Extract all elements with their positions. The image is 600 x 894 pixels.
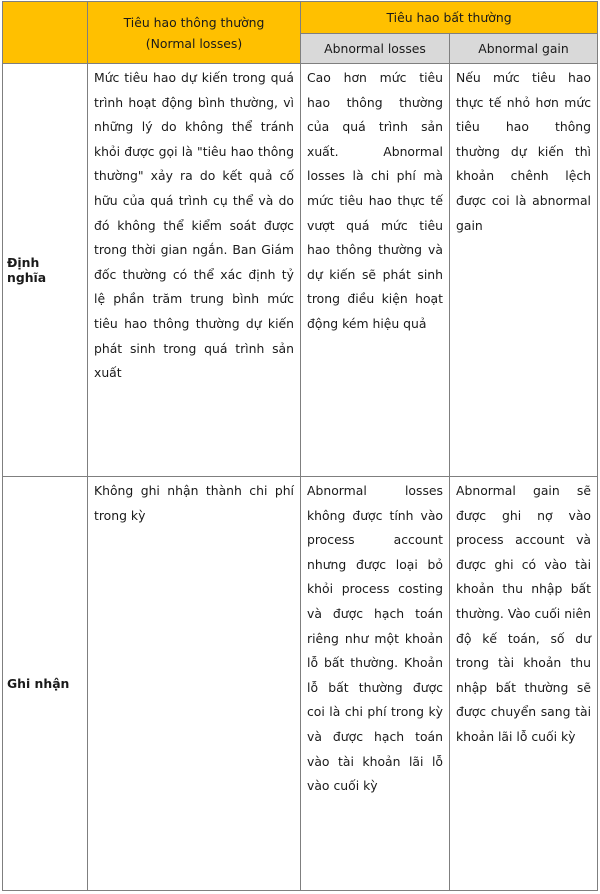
- abnormal-losses-label: Abnormal losses: [324, 41, 426, 56]
- header-row-1: [3, 2, 598, 34]
- header-abnormal-losses: [301, 34, 450, 64]
- definition-row: [3, 64, 598, 477]
- recognition-abnormal-gain: Abnormal gain sẽ được ghi nợ vào process account và được ghi có vào tài khoản thu nhập bất thường. Vào cuối niên độ kế toán, số dư trong tài khoản thu nhập bất thường sẽ được chuyển sang tài khoản lãi lỗ cuối kỳ: [450, 477, 598, 891]
- definition-normal-losses: Mức tiêu hao dự kiến trong quá trình hoạt động bình thường, vì những lý do không thể tránh khỏi được gọi là "tiêu hao thông thường" xảy ra do kết quả cố hữu của quá trình cụ thể và do đó không thể kiểm soát được trong thời gian ngắn. Ban Giám đốc thường có thể xác định tỷ lệ phần trăm trung bình mức tiêu hao thông thường dự kiến phát sinh trong quá trình sản xuất: [88, 64, 301, 477]
- normal-losses-title: Tiêu hao thông thường: [123, 14, 265, 30]
- recognition-label: Ghi nhận: [3, 477, 88, 891]
- abnormal-title: Tiêu hao bất thường: [386, 10, 512, 25]
- header-corner-cell: [3, 2, 88, 64]
- header-normal-losses: [88, 2, 301, 64]
- abnormal-gain-label: Abnormal gain: [478, 41, 569, 56]
- recognition-normal-losses: Không ghi nhận thành chi phí trong kỳ: [88, 477, 301, 891]
- definition-abnormal-gain: Nếu mức tiêu hao thực tế nhỏ hơn mức tiêu hao thông thường dự kiến thì khoản chênh lệch được coi là abnormal gain: [450, 64, 598, 477]
- recognition-row: [3, 477, 598, 891]
- recognition-abnormal-losses: Abnormal losses không được tính vào process account nhưng được loại bỏ khỏi process costing và được hạch toán riêng như một khoản lỗ bất thường. Khoản lỗ bất thường được coi là chi phí trong kỳ và được hạch toán vào tài khoản lãi lỗ vào cuối kỳ: [301, 477, 450, 891]
- definition-abnormal-losses: Cao hơn mức tiêu hao thông thường của quá trình sản xuất. Abnormal losses là chi phí mà mức tiêu hao thực tế vượt quá mức tiêu hao thông thường và dự kiến sẽ phát sinh trong điều kiện hoạt động kém hiệu quả: [301, 64, 450, 477]
- definition-label: Định nghĩa: [3, 64, 88, 477]
- normal-losses-subtitle: (Normal losses): [145, 35, 243, 51]
- header-abnormal-gain: [450, 34, 598, 64]
- header-abnormal-losses-group: [301, 2, 598, 34]
- comparison-table: [2, 1, 598, 891]
